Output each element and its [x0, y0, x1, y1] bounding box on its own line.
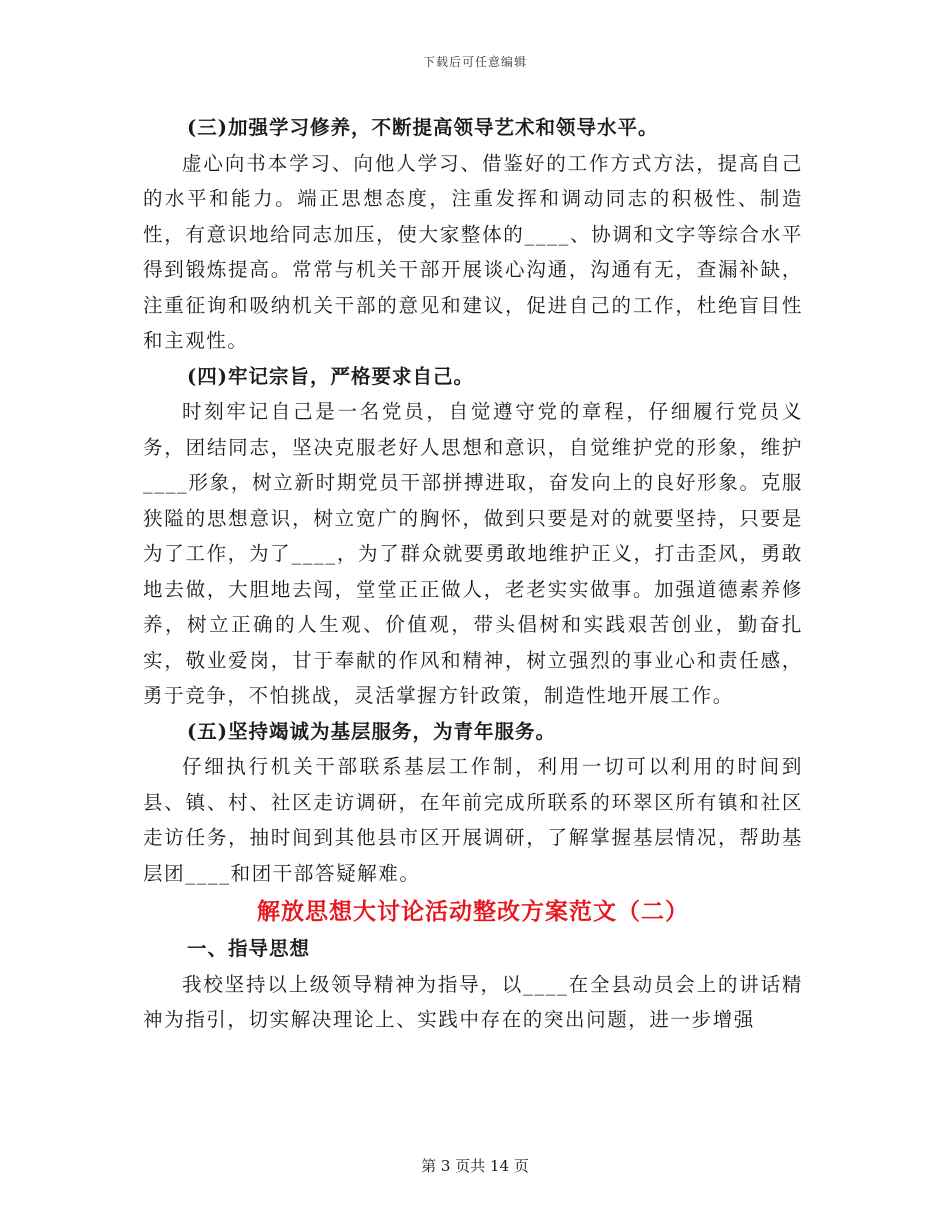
- page-number: 第 3 页共 14 页: [421, 1157, 529, 1175]
- header-note: 下载后可任意编辑: [422, 55, 527, 69]
- part2-heading: 一、指导思想: [187, 937, 311, 960]
- part2-title: 解放思想大讨论活动整改方案范文（二）: [257, 898, 689, 925]
- part2-body: 我校坚持以上级领导精神为指导，以____在全县动员会上的讲话精神为指引，切实解决理论上、实践中存在的突出问题，进一步增强: [143, 972, 803, 1031]
- section-heading-3: (三)加强学习修养，不断提高领导艺术和领导水平。: [187, 116, 659, 139]
- section-heading-5: (五)坚持竭诚为基层服务，为青年服务。: [187, 719, 556, 743]
- section-heading-4: (四)牢记宗旨，严格要求自己。: [187, 364, 474, 388]
- section-body-3: 虚心向书本学习、向他人学习、借鉴好的工作方式方法，提高自己的水平和能力。端正思想态度，注重发挥和调动同志的积极性、制造性，有意识地给同志加压，使大家整体的____、协调和文字等综合水平得到锻炼提高。常常与机关干部开展谈心沟通，沟通有无，查漏补缺，注重征询和吸纳机关干部的意见和建议，促进自己的工作，杜绝盲目性和主观性。: [143, 151, 803, 352]
- section-body-5: 仔细执行机关干部联系基层工作制，利用一切可以利用的时间到县、镇、村、社区走访调研，在年前完成所联系的环翠区所有镇和社区走访任务，抽时间到其他县市区开展调研，了解掌握基层情况，帮助基层团____和团干部答疑解难。: [143, 755, 803, 885]
- document-body: [143, 110, 803, 1038]
- section-body-4: 时刻牢记自己是一名党员，自觉遵守党的章程，仔细履行党员义务，团结同志，坚决克服老好人思想和意识，自觉维护党的形象，维护____形象，树立新时期党员干部拼搏进取，奋发向上的良好形象。克服狭隘的思想意识，树立宽广的胸怀，做到只要是对的就要坚持，只要是为了工作，为了____，为了群众就要勇敢地维护正义，打击歪风，勇敢地去做，大胆地去闯，堂堂正正做人，老老实实做事。加强道德素养修养，树立正确的人生观、价值观，带头倡树和实践艰苦创业，勤奋扎实，敬业爱岗，甘于奉献的作风和精神，树立强烈的事业心和责任感，勇于竞争，不怕挑战，灵活掌握方针政策，制造性地开展工作。: [143, 400, 803, 707]
